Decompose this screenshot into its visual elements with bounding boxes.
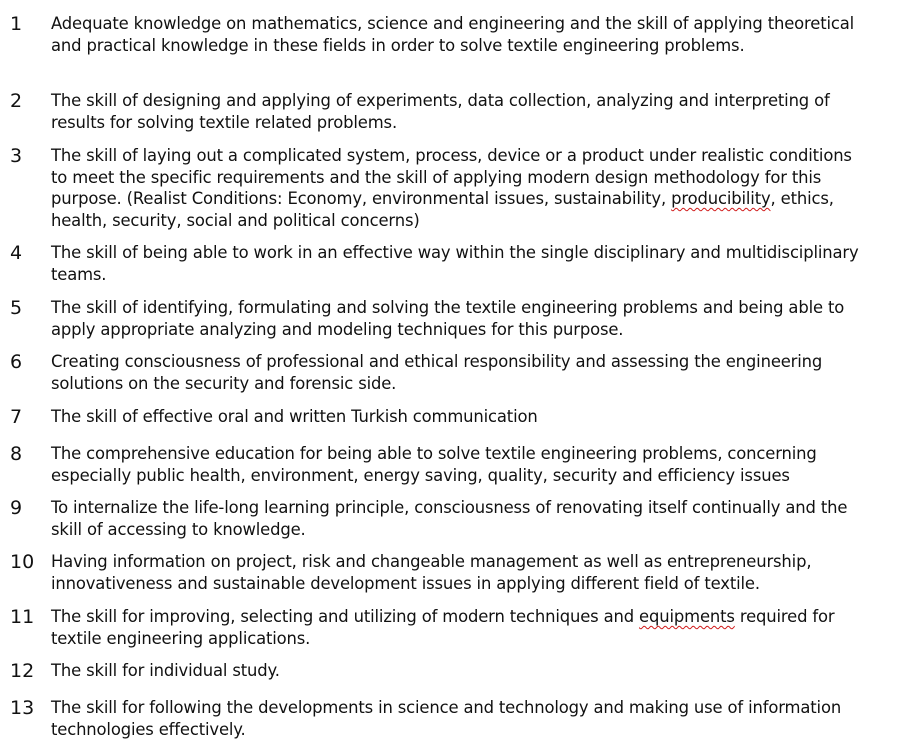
item-text-part: The skill for improving, selecting and utilizing of modern techniques and — [51, 607, 640, 626]
item-text: Adequate knowledge on mathematics, science and engineering and the skill of applying theoretical and practical knowledge in these fields in order to solve textile engineering problems. — [51, 14, 855, 55]
item-number: 10 — [10, 551, 35, 573]
item-text: The skill of identifying, formulating and solving the textile engineering problems and being able to apply appropriate analyzing and modeling techniques for this purpose. — [51, 298, 845, 339]
item-text — [51, 606, 871, 649]
item-number: 2 — [10, 90, 23, 112]
item-number: 11 — [10, 606, 35, 628]
item-text: Having information on project, risk and changeable management as well as entrepreneurship, innovativeness and sustainable development issues in applying different field of textile. — [51, 552, 812, 593]
item-text: To internalize the life-long learning principle, consciousness of renovating itself continually and the skill of accessing to knowledge. — [51, 498, 848, 539]
item-number: 9 — [10, 497, 23, 519]
item-text-part: , ethics, health, security, social and political concerns) — [51, 189, 834, 230]
item-number: 6 — [10, 351, 23, 373]
item-text: The skill of being able to work in an effective way within the single disciplinary and multidisciplinary teams. — [51, 243, 859, 284]
item-number: 1 — [10, 13, 23, 35]
item-text: The comprehensive education for being able to solve textile engineering problems, concerning especially public health, environment, energy saving, quality, security and efficiency issues — [51, 444, 817, 485]
item-number: 13 — [10, 697, 35, 719]
spellcheck-flagged-word: producibility — [671, 189, 771, 209]
item-number: 12 — [10, 660, 35, 682]
spellcheck-flagged-word: equipments — [639, 607, 735, 626]
item-text-part: required for textile engineering applications. — [51, 607, 835, 648]
item-text: The skill of effective oral and written Turkish communication — [51, 407, 538, 426]
item-number: 3 — [10, 145, 23, 167]
item-text: Creating consciousness of professional and ethical responsibility and assessing the engineering solutions on the security and forensic side. — [51, 352, 823, 393]
item-text-part: The skill of laying out a complicated system, process, device or a product under realistic conditions to meet the specific requirements and the skill of applying modern design methodology for this purpose. (Realist Conditions: Economy, environmental issues, sustainability, — [51, 146, 852, 209]
item-text — [51, 145, 871, 231]
item-text: The skill for following the developments in science and technology and making use of information technologies effectively. — [51, 698, 842, 739]
item-text: The skill for individual study. — [51, 661, 280, 680]
item-number: 5 — [10, 297, 23, 319]
item-number: 8 — [10, 443, 23, 465]
item-text: The skill of designing and applying of experiments, data collection, analyzing and interpreting of results for solving textile related problems. — [51, 91, 830, 132]
item-number: 4 — [10, 242, 23, 264]
item-number: 7 — [10, 406, 23, 428]
